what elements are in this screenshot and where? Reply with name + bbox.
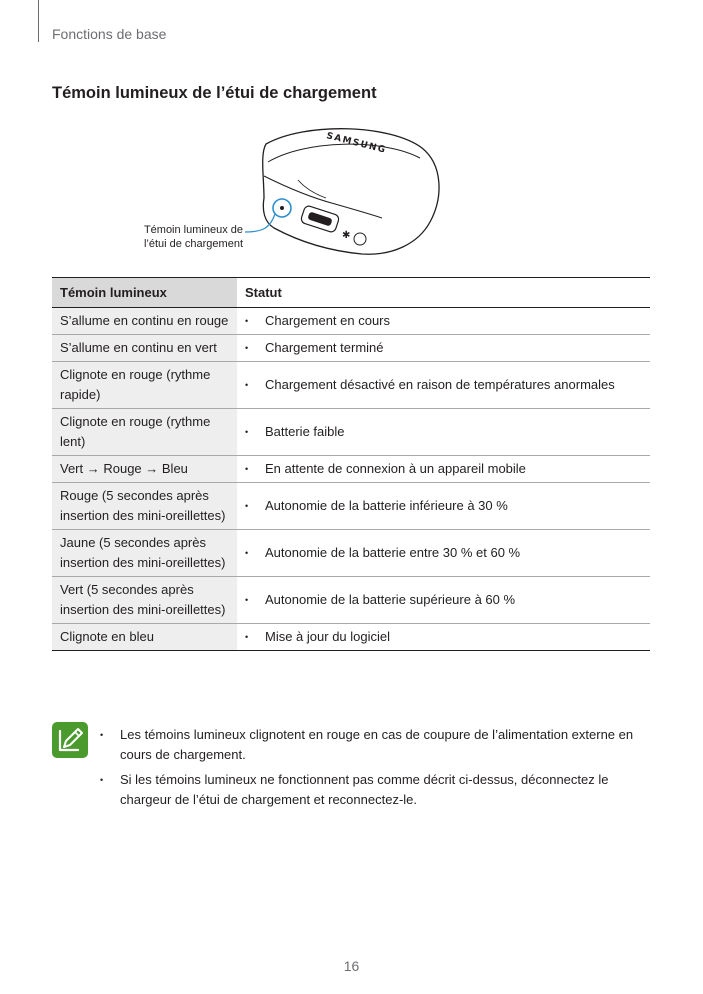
bullet: • (245, 343, 249, 353)
status-text: Autonomie de la batterie supérieure à 60 % (265, 592, 516, 607)
note-item (100, 770, 640, 810)
bullet: • (245, 595, 249, 605)
table-row (52, 577, 650, 624)
indicator-cell: Clignote en bleu (52, 624, 237, 651)
header-status: Statut (237, 278, 650, 308)
bullet: • (245, 632, 249, 642)
bullet: • (100, 730, 104, 740)
led-dot (280, 206, 284, 210)
indicator-cell: Jaune (5 secondes après insertion des mini-oreillettes) (52, 530, 237, 577)
indicator-cell: Rouge (5 secondes après insertion des mini-oreillettes) (52, 483, 237, 530)
status-cell (237, 577, 650, 624)
led-status-table (52, 277, 650, 651)
indicator-cell: Clignote en rouge (rythme lent) (52, 409, 237, 456)
charging-case-illustration (130, 118, 450, 268)
table-row (52, 456, 650, 483)
note-item (100, 725, 640, 765)
status-text: En attente de connexion à un appareil mobile (265, 461, 526, 476)
bluetooth-icon: ✱ (342, 230, 351, 241)
status-text: Autonomie de la batterie entre 30 % et 60 % (265, 545, 521, 560)
status-text: Autonomie de la batterie inférieure à 30 % (265, 498, 508, 513)
table-row (52, 308, 650, 335)
note-pencil-icon (52, 722, 88, 758)
bullet: • (245, 316, 249, 326)
table-row (52, 530, 650, 577)
indicator-cell: S’allume en continu en vert (52, 335, 237, 362)
table-row (52, 483, 650, 530)
status-text: Batterie faible (265, 424, 345, 439)
indicator-cell: S’allume en continu en rouge (52, 308, 237, 335)
brand-logo: SAMSUNG (325, 131, 388, 156)
page-number: 16 (343, 958, 360, 974)
callout-label-line1: Témoin lumineux de (143, 224, 243, 236)
bullet: • (245, 548, 249, 558)
bullet: • (245, 501, 249, 511)
status-text: Chargement en cours (265, 313, 391, 328)
side-rule (38, 0, 39, 42)
note-text: Les témoins lumineux clignotent en rouge en cas de coupure de l’alimentation externe en cours de chargement. (120, 727, 634, 762)
led-callout-label (130, 223, 243, 251)
status-cell (237, 483, 650, 530)
status-cell (237, 308, 650, 335)
bullet: • (245, 380, 249, 390)
note-list (100, 725, 640, 815)
section-title: Témoin lumineux de l’étui de chargement (52, 84, 377, 102)
status-cell (237, 409, 650, 456)
indicator-cell: Clignote en rouge (rythme rapide) (52, 362, 237, 409)
bullet: • (245, 464, 249, 474)
table-row (52, 409, 650, 456)
status-text: Chargement désactivé en raison de températures anormales (265, 377, 615, 392)
status-cell (237, 624, 650, 651)
table-row (52, 624, 650, 651)
bullet: • (245, 427, 249, 437)
status-cell (237, 456, 650, 483)
callout-label-line2: l’étui de chargement (143, 238, 243, 250)
running-head: Fonctions de base (52, 26, 167, 42)
indicator-cell: Vert → Rouge → Bleu (52, 456, 237, 483)
table-row (52, 362, 650, 409)
note-text: Si les témoins lumineux ne fonctionnent pas comme décrit ci-dessus, déconnectez le chargeur de l’étui de chargement et reconnectez-le. (120, 772, 609, 807)
table-row (52, 335, 650, 362)
table-header-row (52, 278, 650, 308)
status-cell (237, 530, 650, 577)
bullet: • (100, 775, 104, 785)
case-outline (263, 129, 439, 255)
pairing-button (354, 233, 366, 245)
header-indicator: Témoin lumineux (52, 278, 237, 308)
status-cell (237, 335, 650, 362)
status-cell (237, 362, 650, 409)
status-text: Mise à jour du logiciel (265, 629, 391, 644)
indicator-cell: Vert (5 secondes après insertion des mini-oreillettes) (52, 577, 237, 624)
status-text: Chargement terminé (265, 340, 384, 355)
